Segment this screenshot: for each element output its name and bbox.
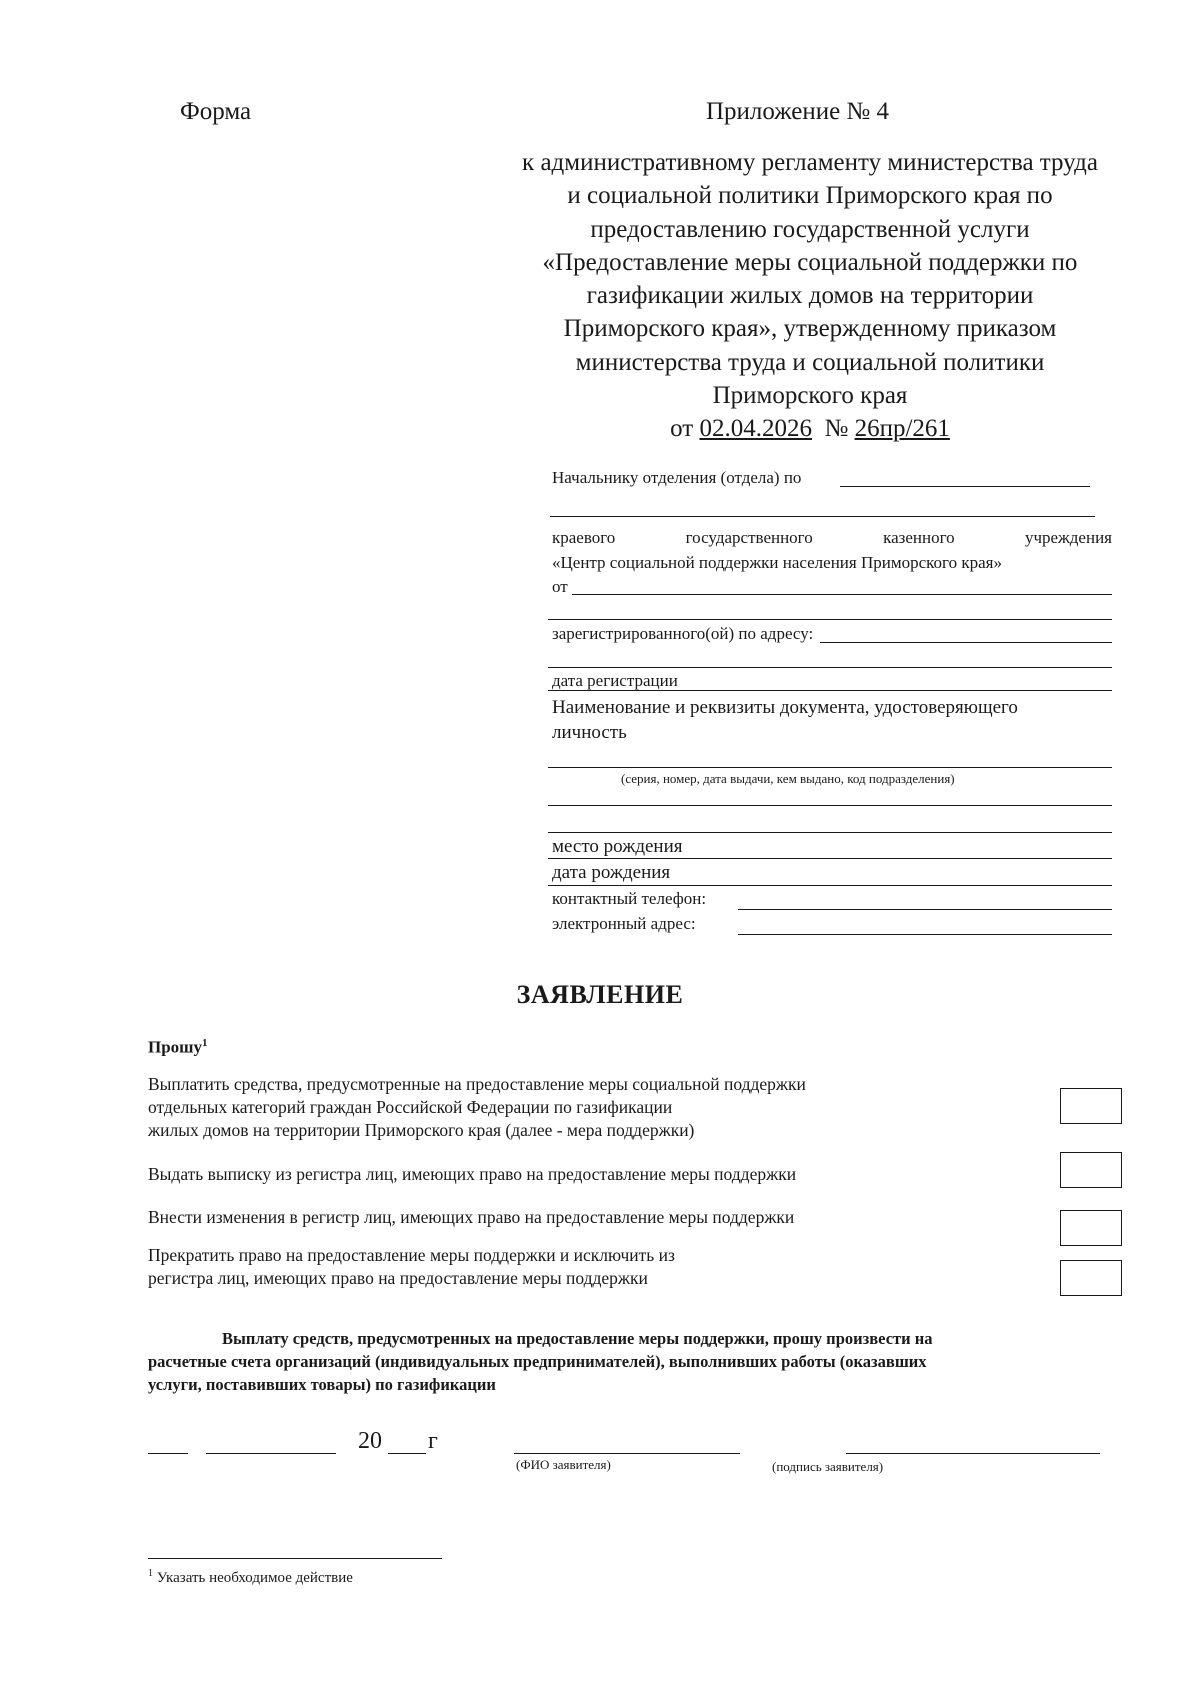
footnote-text: Указать необходимое действие — [156, 1570, 353, 1586]
email-line[interactable] — [738, 934, 1112, 935]
request-label: Прошу$^1$ — [148, 1037, 208, 1057]
date-year-line[interactable] — [388, 1453, 426, 1454]
footnote-mark: 1 — [148, 1568, 153, 1579]
applicant-name-line-2[interactable] — [548, 619, 1112, 620]
regulation-line: газификации жилых домов на территории — [586, 282, 1034, 310]
id-document-line[interactable] — [548, 767, 1112, 768]
option-change-register-checkbox[interactable] — [1060, 1210, 1122, 1246]
option-terminate-right: Прекратить право на предоставление меры поддержки и исключить из регистра лиц, имеющих право на предоставление меры поддержки — [148, 1245, 675, 1288]
registration-date-label: дата регистрации — [552, 671, 678, 690]
address-line[interactable] — [820, 642, 1112, 643]
department-line[interactable] — [840, 486, 1090, 487]
email-label: электронный адрес: — [552, 914, 696, 933]
applicant-name-line[interactable] — [572, 594, 1112, 595]
footnote-separator — [148, 1558, 442, 1559]
regulation-line: «Предоставление меры социальной поддержки по — [542, 248, 1078, 276]
department-line-2[interactable] — [550, 516, 1095, 517]
order-reference: от 02.04.2026 № 26пр/261 — [670, 415, 950, 443]
regulation-line: к административному регламенту министерства труда — [522, 149, 1098, 176]
payment-paragraph: Выплату средств, предусмотренных на предоставление меры поддержки, прошу произвести на расчетные счета организаций (индивидуальных предпринимателей), выполнивших работы (оказавших услуги, поставивших товары) по газификации — [148, 1329, 933, 1394]
id-document-line-2[interactable] — [548, 805, 1112, 806]
birth-place-label: место рождения — [552, 836, 683, 857]
regulation-line: и социальной политики Приморского края по — [567, 182, 1053, 210]
birth-date-label: дата рождения — [552, 862, 671, 883]
order-number: 26пр/261 — [854, 415, 950, 443]
statement-title: ЗАЯВЛЕНИЕ — [516, 980, 684, 1009]
option-issue-extract: Выдать выписку из регистра лиц, имеющих право на предоставление меры поддержки — [148, 1164, 797, 1184]
id-document-label-cont: личность — [552, 722, 627, 743]
address-line-2[interactable] — [548, 667, 1112, 668]
from-label: от — [552, 577, 568, 596]
option-terminate-right-checkbox[interactable] — [1060, 1260, 1122, 1296]
registration-date-line[interactable] — [548, 690, 1112, 691]
option-issue-extract-checkbox[interactable] — [1060, 1152, 1122, 1188]
to-head-label: Начальнику отделения (отдела) по — [552, 468, 802, 487]
phone-label: контактный телефон: — [552, 889, 707, 908]
regulation-block — [460, 146, 1160, 446]
option-pay-funds-checkbox[interactable] — [1060, 1088, 1122, 1124]
phone-line[interactable] — [738, 909, 1112, 910]
fio-line[interactable] — [514, 1453, 740, 1454]
fio-caption: (ФИО заявителя) — [516, 1457, 611, 1472]
appendix-number: Приложение № 4 — [706, 98, 890, 125]
year-prefix: 20 — [358, 1428, 382, 1454]
id-document-line-3[interactable] — [548, 832, 1112, 833]
date-month-line[interactable] — [206, 1453, 336, 1454]
regulation-line: предоставлению государственной услуги — [590, 215, 1030, 243]
option-pay-funds: Выплатить средства, предусмотренные на предоставление меры социальной поддержки отдельных категорий граждан Российской Федерации по газификации жилых домов на территории Приморского края (далее - мера поддержки) — [148, 1074, 806, 1140]
signature-caption: (подпись заявителя) — [772, 1459, 884, 1474]
regulation-line: Приморского края», утвержденному приказом — [563, 315, 1057, 343]
registered-address-label: зарегистрированного(ой) по адресу: — [552, 624, 814, 643]
year-suffix: г — [428, 1428, 438, 1454]
regulation-line: министерства труда и социальной политики — [575, 348, 1045, 376]
regulation-line: Приморского края — [712, 382, 908, 410]
order-date: 02.04.2026 — [699, 415, 812, 443]
id-document-label: Наименование и реквизиты документа, удостоверяющего — [552, 697, 1018, 718]
signature-line[interactable] — [846, 1453, 1100, 1454]
option-change-register: Внести изменения в регистр лиц, имеющих право на предоставление меры поддержки — [148, 1207, 795, 1227]
id-document-hint: (серия, номер, дата выдачи, кем выдано, код подразделения) — [621, 771, 955, 786]
date-day-line[interactable] — [148, 1453, 188, 1454]
footnote-ref: 1 — [202, 1037, 208, 1049]
institution-line: краевого государственного казенного учреждения — [552, 528, 1112, 547]
birth-place-line[interactable] — [548, 858, 1112, 859]
footnote — [148, 1568, 353, 1587]
birth-date-line[interactable] — [548, 885, 1112, 886]
form-label: Форма — [180, 98, 252, 125]
institution-name: «Центр социальной поддержки населения Приморского края» — [552, 553, 1002, 572]
